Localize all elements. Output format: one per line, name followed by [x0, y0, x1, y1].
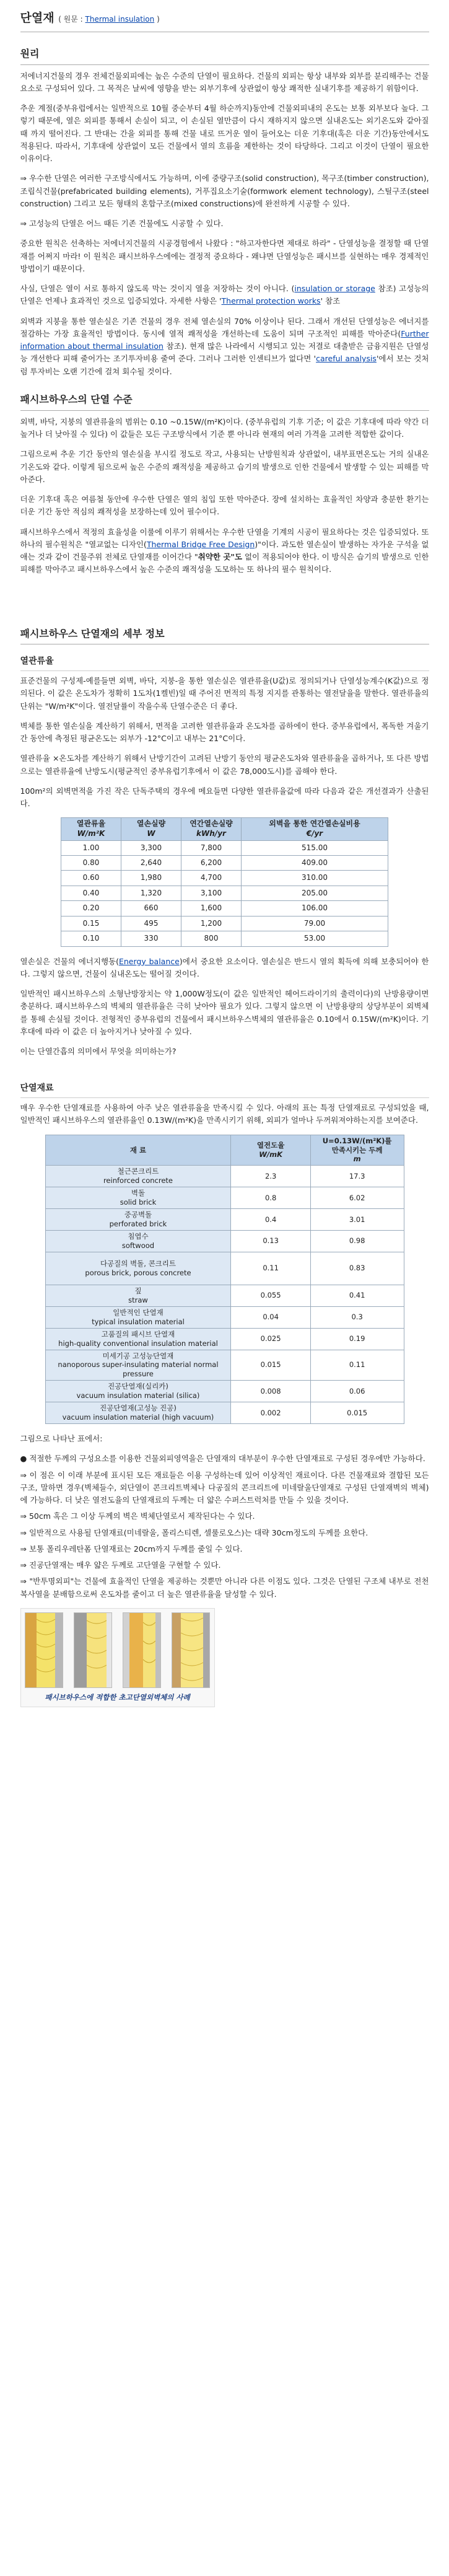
material-name	[45, 1231, 231, 1252]
material-thickness: 0.19	[310, 1328, 404, 1350]
material-name	[45, 1350, 231, 1381]
table-cell: 106.00	[242, 901, 388, 916]
link-careful-analysis[interactable]: careful analysis	[316, 354, 377, 364]
table-cell: 660	[121, 901, 181, 916]
wall-sample-3-drawing	[123, 1613, 160, 1687]
orig-close: )	[154, 15, 160, 24]
material-name-ko: 벽돌	[131, 1189, 146, 1198]
table-cell: 0.10	[61, 931, 121, 946]
wall-sample-2-drawing	[74, 1613, 111, 1687]
material-name-en: perforated brick	[109, 1220, 167, 1229]
material-name-ko: 침엽수	[128, 1232, 149, 1241]
wall-sample-1-drawing	[25, 1613, 63, 1687]
table-cell: 6,200	[181, 856, 242, 871]
heat-loss-table	[61, 817, 388, 946]
table-row	[45, 1231, 404, 1252]
table-cell: 3,300	[121, 840, 181, 855]
table-row	[61, 916, 388, 931]
table-cell: 1,320	[121, 886, 181, 900]
table-cell: 3,100	[181, 886, 242, 900]
material-name	[45, 1306, 231, 1328]
principle-p1: 저에너지건물의 경우 전체건물외피에는 높은 수준의 단열이 필요하다. 건물의 외피는 항상 내부와 외부를 분리해주는 건물요소로 구성되어 있다. 그 목적은 날씨에 영향을 받는 외부기후에 상관없이 항상 쾌적한 실내기후를 제공하기 위함이다.	[20, 71, 429, 93]
list-item: ⇒ 일반적으로 사용될 단열재료(미네랄울, 폴리스티렌, 셀룰로오스)는 대략 30cm정도의 두께를 요한다.	[20, 1528, 368, 1537]
p7-text-a: 외벽과 지붕을 통한 열손실은 기존 건물의 경우 전체 열손실의 70% 이상이나 된다. 그래서 개선된 단열성능은 에너지를 절감하는 가장 효율적인 방법이다. 동시에 열적 쾌적성을 개선하는데 도움이 되며 구조적인 피해를 막아준다(	[20, 316, 429, 338]
principle-p4: ⇒ 고성능의 단열은 어느 때든 기존 건물에도 시공할 수 있다.	[20, 219, 224, 229]
table-row	[61, 871, 388, 886]
page-title	[20, 9, 429, 32]
table-cell: 1,200	[181, 916, 242, 931]
original-note	[58, 15, 160, 24]
material-name-en: high-quality conventional insulation material	[58, 1339, 218, 1348]
table-row	[61, 931, 388, 946]
table-row	[45, 1187, 404, 1209]
principle-p5: 중요한 원칙은 선축하는 저에너지건물의 시공경험에서 나왔다 : "하고자한다면 제대로 하라" - 단열성능을 결정할 때 단열재를 어쩌지 마라! 이 원칙은 패시브하우스에에는 결정적 중요하다 - 왜냐면 단열성능은 패시브를 실현하는 매우 경제적인 방법이기 때문이다.	[20, 239, 429, 273]
conductance-p3: 열관류율 ×온도차를 계산하기 위해서 난방기간이 고려된 난방기 동안의 평균온도차와 열관류율을 곱하거나, 또 다른 방법으로는 열관류율에 난방도시(평균적인 중부유럽기후에서 이 값은 78,000도시)를 곱해야 한다.	[20, 754, 429, 776]
level-p4-bold: 취약한 곳"도	[198, 552, 242, 562]
wall-sample-4-drawing	[172, 1613, 209, 1687]
level-p1: 외벽, 바닥, 지붕의 열관류율의 범위는 0.10 ~0.15W/(m²K)이다. (중부유럽의 기후 기준; 이 값은 기후대에 따라 약간 더 높거나 더 낮아질 수 있다) 이 값들은 모든 구조방식에서 기준 뿐 아니라 현재의 여러 가격을 고려한 적합한 값이다.	[20, 416, 429, 439]
material-thickness: 0.41	[310, 1285, 404, 1306]
material-name-ko: 고품질의 패시브 단열재	[101, 1329, 175, 1339]
level-p2: 그림으로써 추운 기간 동안의 열손실을 부시킬 정도로 작고, 사용되는 난방원칙과 상관없이, 내부표면온도는 거의 실내온기온도와 같다. 이렇게 됨으로써 높은 수준의 쾌적성을 제공하고 습기의 발생으로 인한 건물에서 발생할 수 있는 피해를 막아준다.	[20, 449, 429, 484]
link-thermal-bridge[interactable]: Thermal Bridge Free Design	[146, 539, 255, 549]
table-cell: 515.00	[242, 840, 388, 855]
material-name-en: vacuum insulation material (high vacuum)	[62, 1413, 214, 1422]
th-annual-loss: 연간열손실량 kWh/yr	[181, 818, 242, 840]
material-conductivity: 0.11	[231, 1252, 310, 1285]
wall-figure	[20, 1608, 215, 1708]
table-row	[61, 886, 388, 900]
material-name	[45, 1252, 231, 1285]
p6-text-c: ' 참조	[320, 296, 341, 306]
material-name	[45, 1285, 231, 1306]
material-name-ko: 중공벽돌	[124, 1210, 152, 1220]
wall-figure-grid	[25, 1612, 211, 1688]
material-name-en: nanoporous super-insulating material normal pressure	[58, 1360, 219, 1379]
material-name-ko: 진공단열재(고성능 진공)	[100, 1404, 177, 1413]
material-name	[45, 1166, 231, 1187]
material-conductivity: 0.015	[231, 1350, 310, 1381]
material-name-ko: 미세기공 고성능단열재	[102, 1351, 174, 1360]
principle-heading: 원리	[20, 46, 429, 65]
materials-p1: 매우 우수한 단열재료를 사용하여 아주 낮은 열관류율을 만족시킬 수 있다. 아래의 표는 특정 단열재료로 구성되었을 때, 일반적인 패시브하우스의 열관류율인 0.13W/(m²K)을 만족시키기 위해, 외피가 얼마나 두꺼워져야하는지를 보여준다.	[20, 1103, 429, 1125]
material-thickness: 6.02	[310, 1187, 404, 1209]
th-material: 재 료	[45, 1135, 231, 1166]
material-conductivity: 0.13	[231, 1231, 310, 1252]
p5-text-b: )에서 중요한 요소이다. 열손실은 반드시 열의 획득에 의해 보충되어야 한다. 그렇지 않으면, 건물이 실내온도는 떨어질 것이다.	[20, 956, 429, 978]
conductance-p5	[20, 956, 429, 981]
table-cell: 53.00	[242, 931, 388, 946]
material-conductivity: 2.3	[231, 1166, 310, 1187]
table-cell: 2,640	[121, 856, 181, 871]
link-further-info[interactable]: Further information about thermal insulation	[20, 328, 429, 351]
table-cell: 1,980	[121, 871, 181, 886]
conductance-p7: 이는 단열간흡의 의미에서 무엇을 의미하는가?	[20, 1047, 177, 1057]
material-thickness: 0.11	[310, 1350, 404, 1381]
orig-open: ( 원문 :	[58, 15, 85, 24]
level-p4-b: )"이다. 과도한 열손실이 발생하는 자가운 구석을 없애는 것과 같이 건물주위 전체로 단열재를 이어간다 "	[20, 539, 429, 562]
material-name-en: softwood	[121, 1241, 155, 1250]
material-name	[45, 1187, 231, 1209]
materials-bullets	[20, 1453, 429, 1601]
material-conductivity: 0.055	[231, 1285, 310, 1306]
list-item: ⇒ 이 점은 이 이래 부분에 표시된 모든 재료들은 이용 구성하는데 있어 이상적인 재료이다. 다른 건물재료와 결합된 모든 구조, 말하면 경우(벽체들수, 외단열이 콘크리트벽체나 다공질의 콘크리트에 미네랄울단열재로 구성된 단열재벽의 벽체)에 가능하다. 더 낮은 열전도율의 단열재료의 두께는 더 얇은 수퍼스트럭처를 만들 수 있을 것이다.	[20, 1470, 429, 1505]
material-conductivity: 0.008	[231, 1381, 310, 1402]
table-row	[45, 1166, 404, 1187]
level-p4-a: 패시브하우스에서 적정의 효율성을 이룰에 이루기 위해서는 우수한 단열을 기계의 시공이 필요하다는 것은 입증되었다. 또 하나의 필수원칙은 "열교없는 디자인(	[20, 527, 429, 549]
conductance-p6: 일반적인 패시브하우스의 소형난방장치는 약 1,000W정도(이 값은 일반적인 헤어드라이기의 출력이다)의 난방용량이면 충분하다. 패시브하우스의 벽체의 열관류율은 극히 낮아야 필요가 있다. 그렇지 않으면 이 난방용량의 상당부분이 외벽체를 통해 손실될 것이다. 전형적인 중부유럽의 건물에서 패시브하우스벽체의 열관류율은 0.10에서 0.15W/(m²K)이다. 기후대에 따라 이 값은 더 높아지거나 낮아질 수 있다.	[20, 989, 429, 1036]
material-conductivity: 0.8	[231, 1187, 310, 1209]
table-cell: 1,600	[181, 901, 242, 916]
level-p4	[20, 526, 429, 576]
material-thickness: 0.98	[310, 1231, 404, 1252]
link-thermal-protection[interactable]: Thermal protection works	[221, 296, 321, 306]
p6-text-a: 사실, 단열은 열이 서로 통하지 않도록 막는 것이지 열을 저장하는 것이 아니다. (	[20, 284, 295, 294]
wall-sample-2	[74, 1612, 112, 1688]
material-conductivity: 0.04	[231, 1306, 310, 1328]
principle-p7	[20, 315, 429, 378]
list-item: ⇒ 진공단열재는 매우 얇은 두께로 고단열을 구현할 수 있다.	[20, 1560, 221, 1570]
original-link[interactable]: Thermal insulation	[85, 15, 155, 24]
material-name-ko: 진공단열재(실리카)	[108, 1382, 168, 1391]
table-row	[61, 856, 388, 871]
material-conductivity: 0.002	[231, 1402, 310, 1424]
table-cell: 0.20	[61, 901, 121, 916]
principle-p3: ⇒ 우수한 단열은 여러한 구조방식에서도 가능하며, 이에 중량구조(solid construction), 목구조(timber construction), 조립식건물(prefabricated building elements), 거푸집요소기술(formwork element technology), 스틸구조(steel construction) 그리고 모든 형태의 혼합구조(mixed constructions)에 완전하게 시공할 수 있다.	[20, 174, 429, 208]
title-text: 단열재	[20, 11, 54, 25]
materials-heading: 단열재료	[20, 1081, 429, 1098]
th-annual-cost: 외벽을 통한 연간열손실비용 €/yr	[242, 818, 388, 840]
list-item: ⇒ 50cm 혹은 그 이상 두께의 벽은 벽체단열로서 제작된다는 수 있다.	[20, 1511, 255, 1521]
table-cell: 409.00	[242, 856, 388, 871]
list-item: ● 적절한 두께의 구성요소를 이용한 건물외피영역을은 단열재의 대부분이 우수한 단열재료로 구성된 경우에만 가능하다.	[20, 1454, 425, 1464]
p5-text-a: 열손실은 건물의 에너지행동(	[20, 956, 119, 966]
table-row	[45, 1381, 404, 1402]
list-item: ⇒ 보통 폴리우레탄폼 단열재료는 20cm까지 두께를 줄일 수 있다.	[20, 1544, 243, 1554]
material-name	[45, 1381, 231, 1402]
conductance-heading: 열관류율	[20, 654, 429, 671]
table-cell: 1.00	[61, 840, 121, 855]
material-name-ko: 다공질의 벽돌, 콘크리트	[100, 1259, 177, 1268]
list-item: ⇒ "반투명외피"는 건물에 효율적인 단열을 제공하는 것뿐만 아니라 다른 이점도 있다. 그것은 단열된 구조체 내부로 전천복사열을 분배함으로써 온도차를 줄이고 더 높은 열관류율을 달성할 수 있다.	[20, 1576, 429, 1599]
th-thickness: U=0.13W/(m²K)를 만족시키는 두께 m	[310, 1135, 404, 1166]
material-thickness: 0.3	[310, 1306, 404, 1328]
conductance-p2: 벽체를 통한 열손실을 계산하기 위해서, 면적을 고려한 열관류율과 온도차를 곱하에이 한다. 중부유럽에서, 폭독한 겨울기간 동안에 측정된 평균온도는 외부가 -12°C이고 내부는 21°C이다.	[20, 721, 429, 744]
link-energy-balance[interactable]: Energy balance	[118, 956, 180, 966]
table-cell: 800	[181, 931, 242, 946]
material-name-ko: 일반적인 단열재	[113, 1308, 163, 1317]
page	[20, 0, 429, 1732]
table-row	[45, 1285, 404, 1306]
table-cell: 7,800	[181, 840, 242, 855]
material-name-en: solid brick	[120, 1198, 157, 1207]
material-thickness: 17.3	[310, 1166, 404, 1187]
th-heat-loss: 열손실량 W	[121, 818, 181, 840]
material-name-en: typical insulation material	[92, 1317, 185, 1326]
material-name-en: reinforced concrete	[103, 1176, 173, 1185]
table-cell: 4,700	[181, 871, 242, 886]
table-row	[45, 1252, 404, 1285]
table-cell: 0.60	[61, 871, 121, 886]
table-row	[45, 1306, 404, 1328]
detail-heading: 패시브하우스 단열재의 세부 정보	[20, 626, 429, 645]
material-name-en: straw	[128, 1295, 148, 1304]
p7-text-b: 참조). 현재 많은 나라에서 시행되고 있는 저결로 대출받은 금융지원은 단열성능 개선한다 피해 줄어가는 조기투자비용 줄여 준다. 그러나 그러한 인센티브가 없다면 '	[20, 341, 429, 364]
p7-text-c: '에서 보는 것처럼 투자비는 오랜 기간에 걸쳐 회수될 것이다.	[20, 354, 429, 376]
materials-after-intro: 그림으로 나타난 표에서:	[20, 1434, 103, 1444]
material-name-ko: 철근콘크리트	[117, 1167, 159, 1176]
table-row	[61, 840, 388, 855]
material-conductivity: 0.4	[231, 1209, 310, 1231]
material-thickness: 3.01	[310, 1209, 404, 1231]
level-p3: 더운 기후대 혹은 여름철 동안에 우수한 단열은 열의 침입 또한 막아준다. 장에 설치하는 효율적인 차양과 충분한 환기는 더운 기간 동안 적심의 쾌적성을 보장하는데 있어 필수이다.	[20, 495, 429, 517]
material-name-en: porous brick, porous concrete	[85, 1268, 191, 1277]
table-cell: 310.00	[242, 871, 388, 886]
material-name-en: vacuum insulation material (silica)	[76, 1391, 200, 1400]
th-conductivity: 열전도율 W/mK	[231, 1135, 310, 1166]
wall-figure-caption: 패시브하우스에 적합한 초고단열외벽체의 사례	[45, 1692, 190, 1702]
table-row	[45, 1328, 404, 1350]
wall-sample-4	[172, 1612, 210, 1688]
table-row	[45, 1350, 404, 1381]
material-name	[45, 1209, 231, 1231]
table-cell: 79.00	[242, 916, 388, 931]
p6-text-b: 참조) 고성능의 단열은 언제나 효과적인 것으로 입증되었다. 자세한 사항은 '	[20, 284, 429, 306]
link-insulation-storage[interactable]: insulation or storage	[294, 284, 375, 294]
material-thickness: 0.83	[310, 1252, 404, 1285]
table-cell: 205.00	[242, 886, 388, 900]
material-thickness: 0.015	[310, 1402, 404, 1424]
principle-p6	[20, 283, 429, 308]
table-row	[45, 1402, 404, 1424]
table-cell: 0.80	[61, 856, 121, 871]
table-cell: 0.40	[61, 886, 121, 900]
material-thickness: 0.06	[310, 1381, 404, 1402]
th-u-value: 열관류율 W/m²K	[61, 818, 121, 840]
level-p4-c: 없이 적용되어야 한다. 이 방식은 습기의 발생으로 인한 피해를 막아주고 패시브하우스에서 높은 수준의 쾌적성을 도모하는 또 하나의 필수 원칙이다.	[20, 552, 429, 574]
conductance-p1: 표준건물의 구성제-예를들면 외벽, 바닥, 지붕-을 통한 열손실은 열관류율(U값)로 정의되거나 단열성능계수(K값)으로 정의된다. 이 값은 온도차가 정확히 1도차(1켈빈)일 때 주어진 면적의 특정 지지를 관통하는 열전달율을 말한다. 열관류율의 단위는 "W/m²K"이다. 열전달률이 작을수록 단열수준은 더 좋다.	[20, 676, 429, 711]
table-row	[61, 901, 388, 916]
materials-table	[45, 1135, 404, 1425]
material-name-ko: 짚	[134, 1286, 142, 1295]
table-cell: 0.15	[61, 916, 121, 931]
material-conductivity: 0.025	[231, 1328, 310, 1350]
conductance-p4: 100m²의 외벽면적을 가진 작은 단독주택의 경우에 메요들면 다양한 열관류율값에 따라 다음과 같은 개선결과가 산출된다.	[20, 786, 429, 809]
principle-p2: 추운 계절(중부유럽에서는 일반적으로 10월 중순부터 4월 하순까지)동안에 건물외피내의 온도는 보통 외부보다 높다. 그렇기 때문에, 열은 외피를 통해서 손실이 되고, 이 손실된 열만큼이 다시 재하지지 않으면 실내온도는 외기온도와 같아질 때 까지 떨어진다. 그 반대는 간을 외피를 통해 건물 내로 뜨거운 열이 들어오는 더운 기후대(혹은 더운 기간)동안에서도 적용된다. 따라서, 기후대에 상관없이 모든 건물에서 열의 흐름을 제한하는 것이 타당하다. 그리고 이것이 단열이 필요한 이유이다.	[20, 103, 429, 164]
table-cell: 495	[121, 916, 181, 931]
level-heading: 패시브하우스의 단열 수준	[20, 392, 429, 411]
material-name	[45, 1402, 231, 1424]
table-cell: 330	[121, 931, 181, 946]
wall-sample-1	[25, 1612, 63, 1688]
wall-sample-3	[123, 1612, 161, 1688]
material-name	[45, 1328, 231, 1350]
table-row	[45, 1209, 404, 1231]
